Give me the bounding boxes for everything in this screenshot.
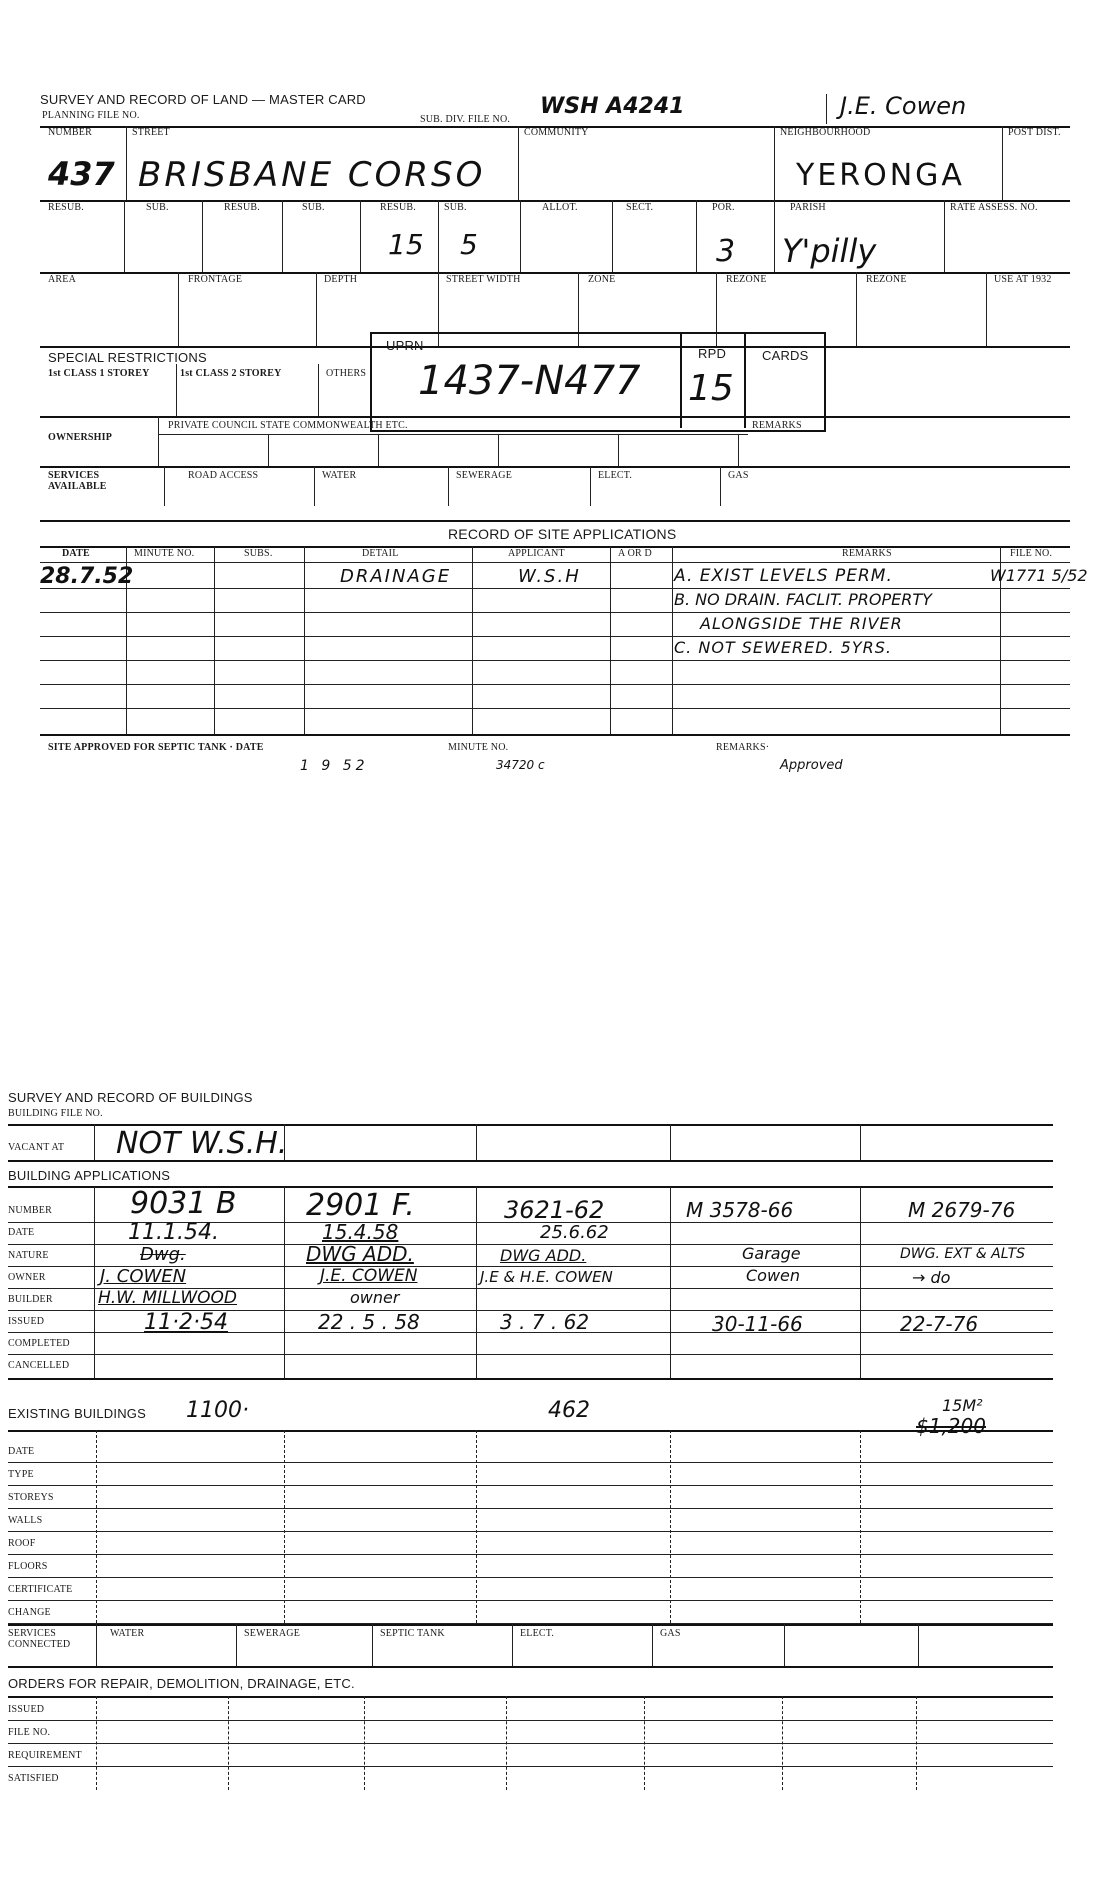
number-label: NUMBER — [48, 127, 92, 138]
sub-label-2: SUB. — [302, 202, 325, 213]
orders-row-issued: ISSUED — [8, 1704, 45, 1715]
app4-issued: 30-11-66 — [712, 1312, 803, 1336]
existing-value-4: $1,200 — [916, 1414, 986, 1438]
services-available-label: SERVICES AVAILABLE — [48, 470, 107, 492]
row-label-completed: COMPLETED — [8, 1338, 70, 1349]
site-remark-b: B. NO DRAIN. FACLIT. PROPERTY — [674, 590, 932, 609]
orders-row-file: FILE NO. — [8, 1727, 51, 1738]
app3-number: 3621-62 — [504, 1196, 605, 1224]
site-col-file: FILE NO. — [1010, 548, 1053, 559]
resub-label: RESUB. — [48, 202, 84, 213]
app4-number: M 3578-66 — [686, 1198, 794, 1222]
area-label: AREA — [48, 274, 77, 285]
row-label-builder: BUILDER — [8, 1294, 53, 1305]
row-label-date: DATE — [8, 1227, 35, 1238]
connected-elect: ELECT. — [520, 1628, 555, 1639]
existing-value-1: 1100· — [186, 1398, 249, 1423]
resub-label-3: RESUB. — [380, 202, 416, 213]
allot-label: ALLOT. — [542, 202, 578, 213]
app5-nature: DWG. EXT & ALTS — [900, 1246, 1026, 1262]
uprn-value: 1437-N477 — [418, 358, 641, 404]
rpd-label: RPD — [698, 346, 727, 361]
frontage-label: FRONTAGE — [188, 274, 243, 285]
site-col-minute: MINUTE NO. — [134, 548, 195, 559]
vacant-value: NOT W.S.H. — [116, 1126, 288, 1161]
depth-label: DEPTH — [324, 274, 358, 285]
street-width-label: STREET WIDTH — [446, 274, 521, 285]
orders-label: ORDERS FOR REPAIR, DEMOLITION, DRAINAGE, ETC. — [8, 1676, 355, 1691]
row-label-cancelled: CANCELLED — [8, 1360, 70, 1371]
site-remark-a: A. EXIST LEVELS PERM. — [674, 566, 893, 586]
app2-nature: DWG ADD. — [306, 1242, 414, 1266]
existing-row-change: CHANGE — [8, 1607, 51, 1618]
connected-septic-tank: SEPTIC TANK — [380, 1628, 445, 1639]
parish-value: Y'pilly — [782, 232, 877, 270]
existing-row-walls: WALLS — [8, 1515, 43, 1526]
use-at-label: USE AT 1932 — [994, 274, 1052, 285]
buildings-card-title: SURVEY AND RECORD OF BUILDINGS — [8, 1090, 253, 1105]
septic-label: SITE APPROVED FOR SEPTIC TANK · DATE — [48, 742, 264, 753]
existing-row-storeys: STOREYS — [8, 1492, 54, 1503]
site-apps-title: RECORD OF SITE APPLICATIONS — [448, 526, 677, 542]
row-label-issued: ISSUED — [8, 1316, 45, 1327]
minute-value: 34720 c — [496, 758, 545, 772]
sub-label-3: SUB. — [444, 202, 467, 213]
app1-number: 9031 B — [130, 1186, 237, 1221]
ownership-label: OWNERSHIP — [48, 432, 113, 443]
site-col-a-or-d: A OR D — [618, 548, 652, 559]
sub-div-file-label: SUB. DIV. FILE NO. — [420, 114, 511, 125]
site-col-applicant: APPLICANT — [508, 548, 565, 559]
sub-label-1: SUB. — [146, 202, 169, 213]
site-row-file: W1771 5/52 — [990, 566, 1088, 585]
community-label: COMMUNITY — [524, 127, 589, 138]
app2-owner: J.E. COWEN — [320, 1266, 418, 1286]
sect-label: SECT. — [626, 202, 654, 213]
app1-date: 11.1.54. — [128, 1220, 219, 1245]
zone-label: ZONE — [588, 274, 616, 285]
service-water: WATER — [322, 470, 357, 481]
row-label-nature: NATURE — [8, 1250, 49, 1261]
services-connected-label: SERVICES CONNECTED — [8, 1628, 71, 1650]
app4-nature: Garage — [742, 1244, 801, 1263]
ownership-options: PRIVATE COUNCIL STATE COMMONWEALTH ETC. — [168, 420, 408, 431]
sub-div-file-value: WSH A4241 — [540, 94, 685, 119]
rezone-label-1: REZONE — [726, 274, 767, 285]
orders-row-satisfied: SATISFIED — [8, 1773, 59, 1784]
number-value: 437 — [48, 155, 115, 193]
existing-row-roof: ROOF — [8, 1538, 36, 1549]
row-label-number: NUMBER — [8, 1205, 52, 1216]
site-col-date: DATE — [62, 548, 90, 559]
existing-row-date: DATE — [8, 1446, 35, 1457]
existing-row-certificate: CERTIFICATE — [8, 1584, 73, 1595]
site-row-date: 28.7.52 — [40, 564, 134, 589]
site-remark-b2: ALONGSIDE THE RIVER — [700, 614, 903, 633]
site-col-remarks: REMARKS — [842, 548, 892, 559]
post-dist-label: POST DIST. — [1008, 127, 1061, 138]
orders-row-requirement: REQUIREMENT — [8, 1750, 82, 1761]
vacant-label: VACANT AT — [8, 1142, 65, 1153]
por-label: POR. — [712, 202, 735, 213]
site-remark-c: C. NOT SEWERED. 5YRS. — [674, 638, 892, 657]
service-sewerage: SEWERAGE — [456, 470, 513, 481]
site-row-applicant: W.S.H — [518, 566, 581, 587]
app3-owner: J.E & H.E. COWEN — [480, 1268, 613, 1286]
existing-row-type: TYPE — [8, 1469, 34, 1480]
cards-label: CARDS — [762, 348, 809, 363]
service-elect: ELECT. — [598, 470, 633, 481]
septic-remarks-value: Approved — [780, 758, 843, 773]
owner-name: J.E. Cowen — [840, 92, 967, 120]
existing-value-2: 462 — [548, 1398, 590, 1423]
remarks-label: REMARKS — [752, 420, 802, 431]
app1-owner: J. COWEN — [100, 1266, 187, 1287]
existing-row-floors: FLOORS — [8, 1561, 48, 1572]
service-road-access: ROAD ACCESS — [188, 470, 259, 481]
app4-owner: Cowen — [746, 1266, 801, 1285]
app1-builder: H.W. MILLWOOD — [98, 1288, 238, 1308]
service-gas: GAS — [728, 470, 749, 481]
rate-assess-label: RATE ASSESS. NO. — [950, 202, 1038, 213]
por-value: 3 — [716, 234, 736, 269]
app2-date: 15.4.58 — [322, 1220, 399, 1244]
site-col-detail: DETAIL — [362, 548, 399, 559]
neighbourhood-label: NEIGHBOURHOOD — [780, 127, 871, 138]
app5-number: M 2679-76 — [908, 1198, 1016, 1222]
minute-label: MINUTE NO. — [448, 742, 509, 753]
existing-value-3: 15M² — [942, 1396, 983, 1415]
uprn-label: UPRN — [386, 338, 424, 353]
class2-label: 1st CLASS 2 STOREY — [180, 368, 282, 379]
app2-builder: owner — [350, 1288, 400, 1307]
planning-file-label: PLANNING FILE NO. — [42, 110, 140, 121]
existing-buildings-label: EXISTING BUILDINGS — [8, 1406, 146, 1421]
connected-sewerage: SEWERAGE — [244, 1628, 301, 1639]
site-col-subs: SUBS. — [244, 548, 273, 559]
building-applications-label: BUILDING APPLICATIONS — [8, 1168, 171, 1183]
connected-gas: GAS — [660, 1628, 681, 1639]
app1-nature: Dwg. — [140, 1244, 186, 1265]
connected-water: WATER — [110, 1628, 145, 1639]
rpd-value: 15 — [688, 368, 734, 409]
street-value: BRISBANE CORSO — [138, 155, 486, 195]
app1-issued: 11·2·54 — [144, 1310, 228, 1335]
app5-issued: 22-7-76 — [900, 1312, 979, 1336]
app3-issued: 3 . 7 . 62 — [500, 1310, 590, 1334]
app2-number: 2901 F. — [306, 1188, 415, 1223]
building-file-label: BUILDING FILE NO. — [8, 1108, 103, 1119]
street-label: STREET — [132, 127, 170, 138]
parish-label: PARISH — [790, 202, 826, 213]
app3-date: 25.6.62 — [540, 1222, 609, 1243]
land-card-title: SURVEY AND RECORD OF LAND — MASTER CARD — [40, 92, 366, 107]
rezone-label-2: REZONE — [866, 274, 907, 285]
special-restrictions-label: SPECIAL RESTRICTIONS — [48, 350, 207, 365]
septic-date: 1 9 52 — [300, 758, 369, 774]
sub-value: 5 — [460, 228, 478, 261]
resub-value: 15 — [388, 228, 424, 261]
app5-owner: → do — [912, 1268, 951, 1287]
resub-label-2: RESUB. — [224, 202, 260, 213]
app3-nature: DWG ADD. — [500, 1246, 587, 1265]
class1-label: 1st CLASS 1 STOREY — [48, 368, 150, 379]
neighbourhood-value: YERONGA — [796, 158, 965, 193]
septic-remarks-label: REMARKS· — [716, 742, 770, 753]
site-row-detail: DRAINAGE — [340, 566, 452, 587]
app2-issued: 22 . 5 . 58 — [318, 1310, 420, 1334]
others-label: OTHERS — [326, 368, 367, 379]
row-label-owner: OWNER — [8, 1272, 46, 1283]
